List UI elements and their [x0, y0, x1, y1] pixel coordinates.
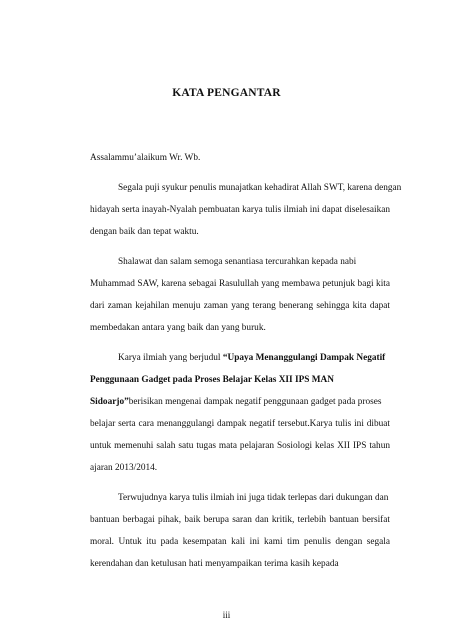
paragraph-3-line-4: belajar serta cara menanggulangi dampak negatif tersebut.Karya tulis ini dibuat: [90, 419, 390, 429]
paragraph-3-line-3-plain: berisikan mengenai dampak negatif penggunaan gadget pada proses: [128, 397, 382, 407]
greeting: Assalammu’alaikum Wr. Wb.: [90, 153, 201, 163]
paragraph-2-line-2: Muhammad SAW, karena sebagai Rasulullah yang membawa petunjuk bagi kita: [90, 279, 390, 289]
paragraph-3-title-part-3: Sidoarjo”: [90, 397, 129, 407]
paragraph-4-line-1: Terwujudnya karya tulis ilmiah ini juga tidak terlepas dari dukungan dan: [118, 493, 389, 503]
paragraph-3-line-1-plain: Karya ilmiah yang berjudul: [118, 353, 223, 363]
paragraph-3-title-part-2: Penggunaan Gadget pada Proses Belajar Kelas XII IPS MAN: [90, 375, 334, 385]
paragraph-3-line-1: [118, 352, 390, 364]
paragraph-1-line-3: dengan baik dan tepat waktu.: [90, 227, 199, 237]
paragraph-1-line-2: hidayah serta inayah-Nyalah pembuatan karya tulis ilmiah ini dapat diselesaikan: [90, 205, 390, 215]
paragraph-4-line-3: moral. Untuk itu pada kesempatan kali ini kami tim penulis dengan segala: [90, 537, 390, 547]
paragraph-2-line-3: dari zaman kejahilan menuju zaman yang terang benerang sehingga kita dapat: [90, 301, 390, 311]
page-number: iii: [222, 610, 231, 620]
paragraph-2-line-1: Shalawat dan salam semoga senantiasa tercurahkan kepada nabi: [118, 257, 357, 267]
paragraph-3-line-5: untuk memenuhi salah satu tugas mata pelajaran Sosiologi kelas XII IPS tahun: [90, 441, 390, 451]
paragraph-3-line-3: [90, 396, 390, 408]
page-title: KATA PENGANTAR: [172, 87, 281, 99]
paragraph-2-line-4: membedakan antara yang baik dan yang buruk.: [90, 323, 266, 333]
paragraph-4-line-2: bantuan berbagai pihak, baik berupa saran dan kritik, terlebih bantuan bersifat: [90, 515, 390, 525]
paragraph-3-line-6: ajaran 2013/2014.: [90, 463, 158, 473]
paragraph-4-line-4: kerendahan dan ketulusan hati menyampaikan terima kasih kepada: [90, 559, 339, 569]
paragraph-1-line-1: Segala puji syukur penulis munajatkan kehadirat Allah SWT, karena dengan: [118, 183, 402, 193]
paragraph-3-title-part-1: “Upaya Menanggulangi Dampak Negatif: [222, 353, 386, 363]
